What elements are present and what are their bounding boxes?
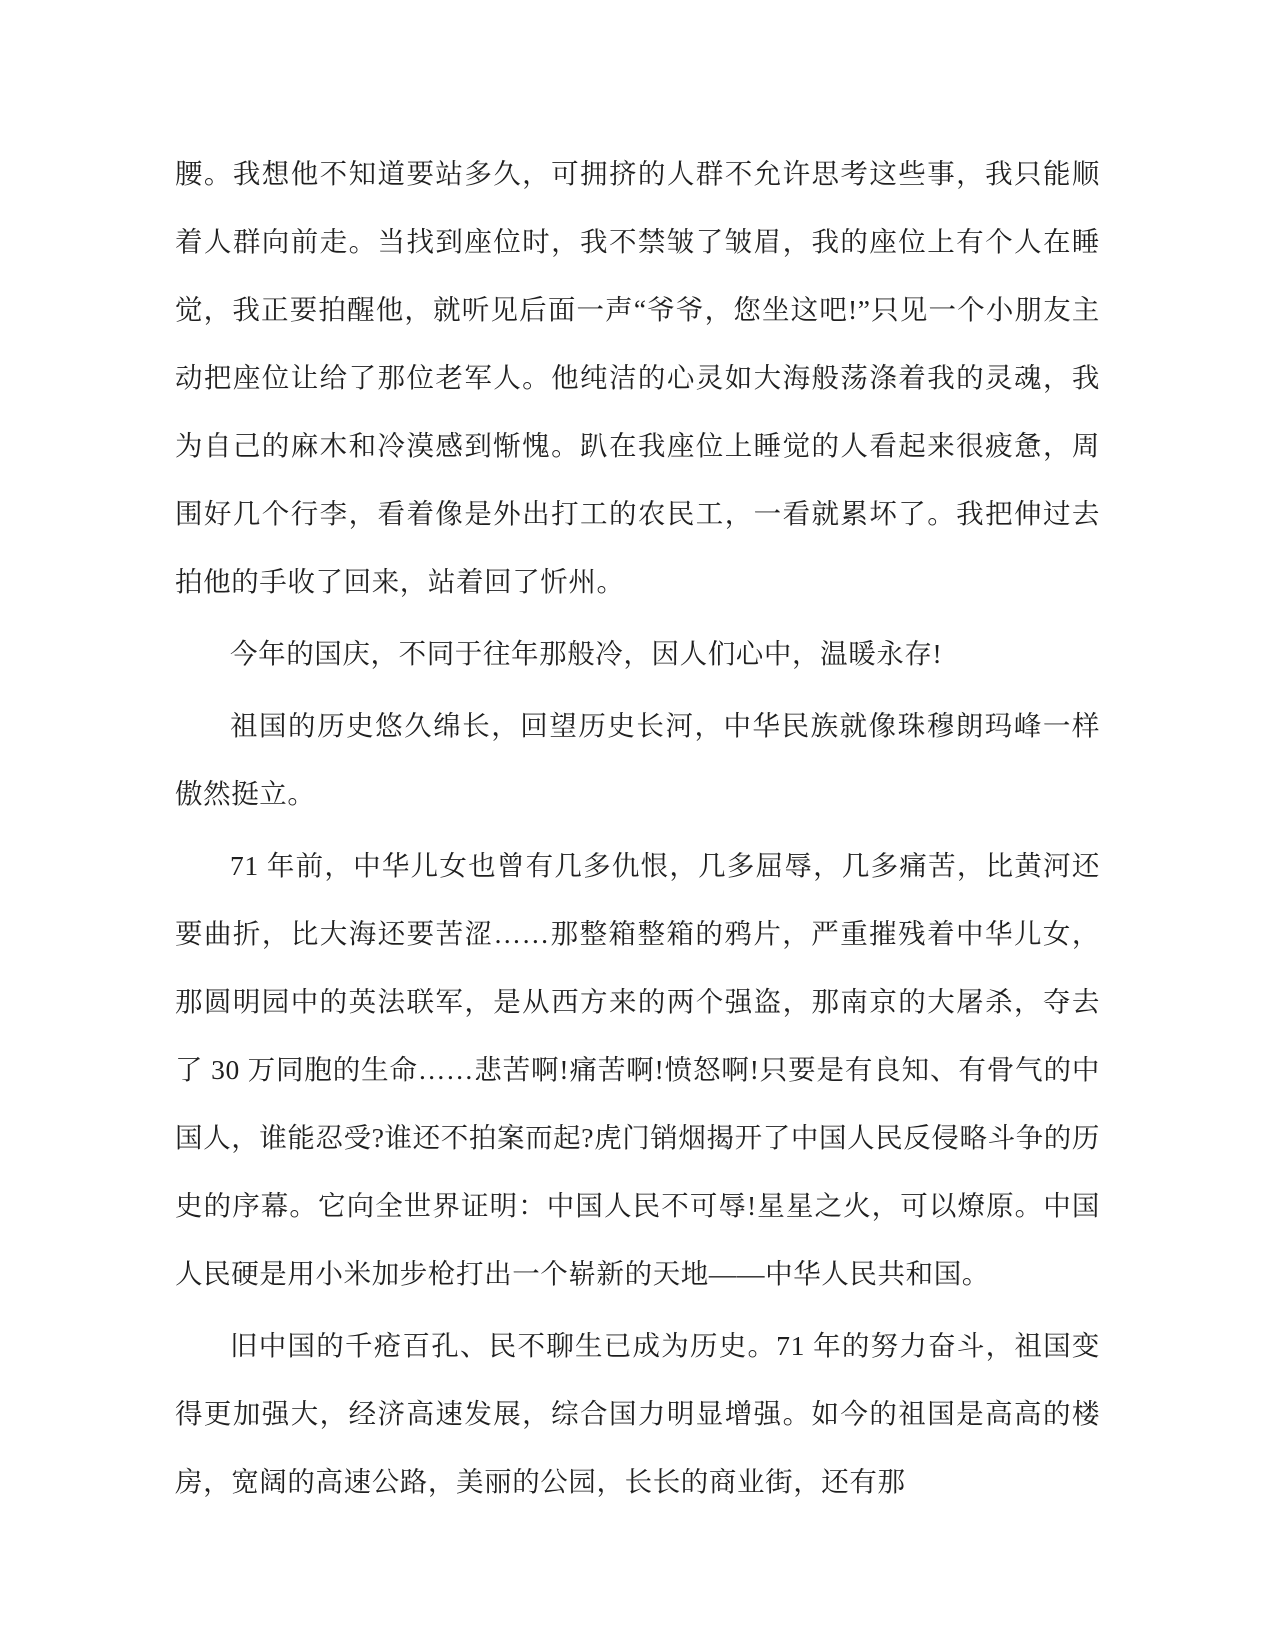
document-body	[175, 140, 1100, 1516]
paragraph: 旧中国的千疮百孔、民不聊生已成为历史。71 年的努力奋斗，祖国变得更加强大，经济高速发展，综合国力明显增强。如今的祖国是高高的楼房，宽阔的高速公路，美丽的公园，长长的商业街，还有那	[175, 1330, 1100, 1497]
paragraph-continuation: 腰。我想他不知道要站多久，可拥挤的人群不允许思考这些事，我只能顺着人群向前走。当找到座位时，我不禁皱了皱眉，我的座位上有个人在睡觉，我正要拍醒他，就听见后面一声“爷爷，您坐这吧!”只见一个小朋友主动把座位让给了那位老军人。他纯洁的心灵如大海般荡涤着我的灵魂，我为自己的麻木和冷漠感到惭愧。趴在我座位上睡觉的人看起来很疲惫，周围好几个行李，看着像是外出打工的农民工，一看就累坏了。我把伸过去拍他的手收了回来，站着回了忻州。	[175, 158, 1100, 597]
paragraph: 71 年前，中华儿女也曾有几多仇恨，几多屈辱，几多痛苦，比黄河还要曲折，比大海还要苦涩……那整箱整箱的鸦片，严重摧残着中华儿女，那圆明园中的英法联军，是从西方来的两个强盗，那南京的大屠杀，夺去了 30 万同胞的生命……悲苦啊!痛苦啊!愤怒啊!只要是有良知、有骨气的中国人，谁能忍受?谁还不拍案而起?虎门销烟揭开了中国人民反侵略斗争的历史的序幕。它向全世界证明：中国人民不可辱!星星之火，可以燎原。中国人民硬是用小米加步枪打出一个崭新的天地——中华人民共和国。	[175, 850, 1100, 1289]
paragraph: 祖国的历史悠久绵长，回望历史长河，中华民族就像珠穆朗玛峰一样傲然挺立。	[175, 710, 1100, 809]
paragraph: 今年的国庆，不同于往年那般冷，因人们心中，温暖永存!	[230, 638, 943, 669]
